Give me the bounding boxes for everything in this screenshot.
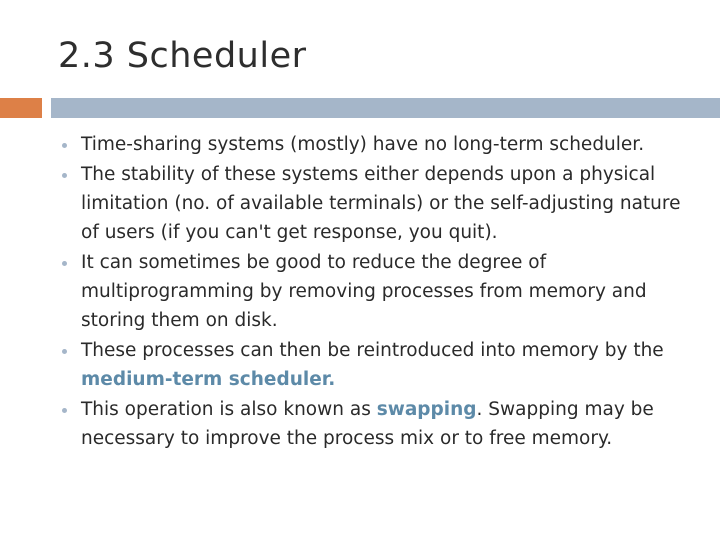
- bullet-item: [60, 160, 700, 247]
- highlight-term: swapping: [376, 399, 477, 420]
- bullet-text: This operation is also known as: [81, 399, 377, 420]
- bullet-item: [60, 395, 700, 453]
- highlight-term: medium-term scheduler.: [81, 369, 336, 390]
- bullet-dot-icon: [62, 408, 67, 413]
- bullet-dot-icon: [62, 261, 67, 266]
- bullet-text: Time-sharing systems (mostly) have no long-term scheduler.: [81, 134, 645, 155]
- bullet-dot-icon: [62, 143, 67, 148]
- accent-bar-orange: [0, 98, 42, 118]
- bullet-text: These processes can then be reintroduced into memory by the: [81, 340, 664, 361]
- slide-title: 2.3 Scheduler: [58, 36, 307, 76]
- bullet-text: . Swapping may be necessary to improve the process mix or to free memory.: [81, 399, 654, 449]
- bullet-item: [60, 336, 700, 394]
- accent-bar-blue: [51, 98, 720, 118]
- bullet-item: [60, 248, 700, 335]
- bullet-dot-icon: [62, 349, 67, 354]
- bullet-dot-icon: [62, 173, 67, 178]
- bullet-text: It can sometimes be good to reduce the degree of multiprogramming by removing processes from memory and storing them on disk.: [81, 252, 647, 331]
- bullet-list: [60, 130, 700, 454]
- bullet-text: The stability of these systems either depends upon a physical limitation (no. of available terminals) or the self-adjusting nature of users (if you can't get response, you quit).: [81, 164, 681, 243]
- bullet-item: [60, 130, 700, 159]
